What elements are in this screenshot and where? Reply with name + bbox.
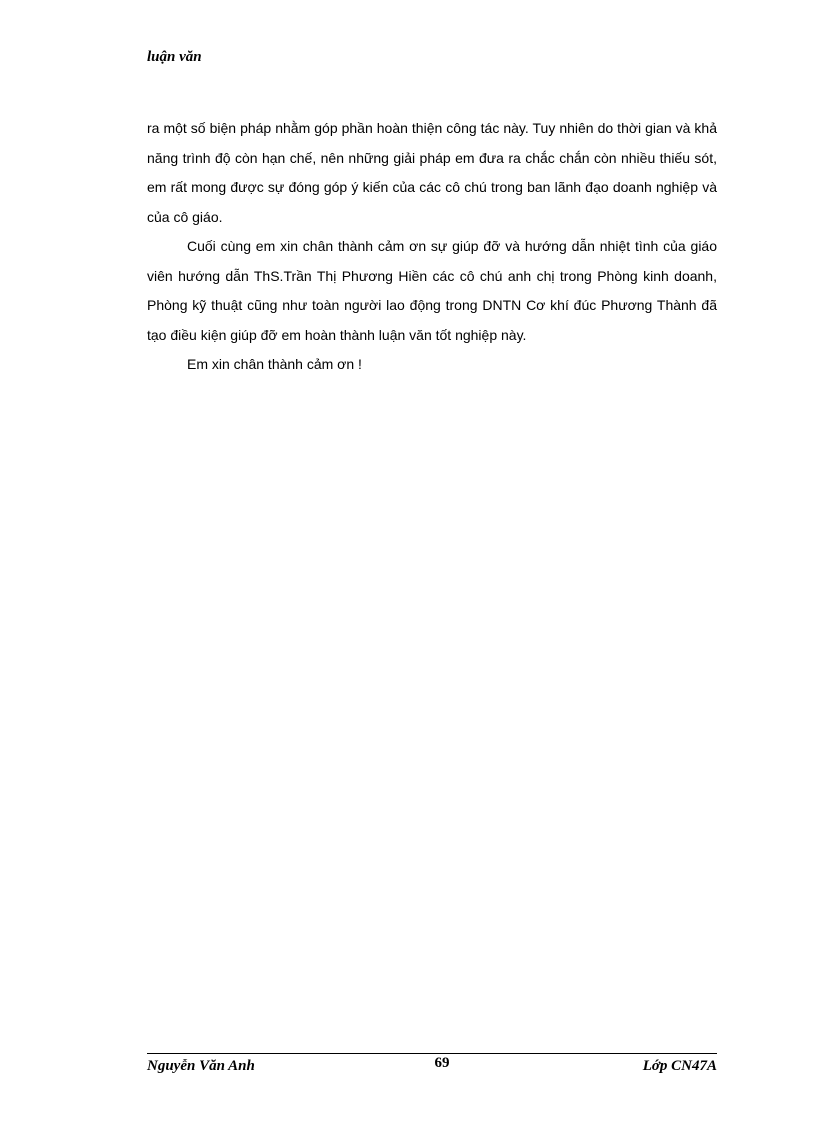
body-paragraph: ra một số biện pháp nhằm góp phần hoàn thiện công tác này. Tuy nhiên do thời gian và khả năng trình độ còn hạn chế, nên những giải pháp em đưa ra chắc chắn còn nhiều thiếu sót, em rất mong được sự đóng góp ý kiến của các cô chú trong ban lãnh đạo doanh nghiệp và của cô giáo.	[147, 120, 717, 225]
footer-divider	[147, 1053, 717, 1054]
body-paragraph: Em xin chân thành cảm ơn !	[187, 356, 362, 372]
page-header-title: luận văn	[147, 49, 202, 65]
document-body	[147, 114, 717, 380]
body-paragraph: Cuối cùng em xin chân thành cảm ơn sự giúp đỡ và hướng dẫn nhiệt tình của giáo viên hướng dẫn ThS.Trần Thị Phương Hiền các cô chú anh chị trong Phòng kinh doanh, Phòng kỹ thuật cũng như toàn người lao động trong DNTN Cơ khí đúc Phương Thành đã tạo điều kiện giúp đỡ em hoàn thành luận văn tốt nghiệp này.	[147, 238, 717, 343]
footer-author: Nguyễn Văn Anh	[147, 1058, 255, 1074]
footer-page-number: 69	[434, 1055, 450, 1071]
footer-class-label: Lớp CN47A	[642, 1058, 717, 1074]
